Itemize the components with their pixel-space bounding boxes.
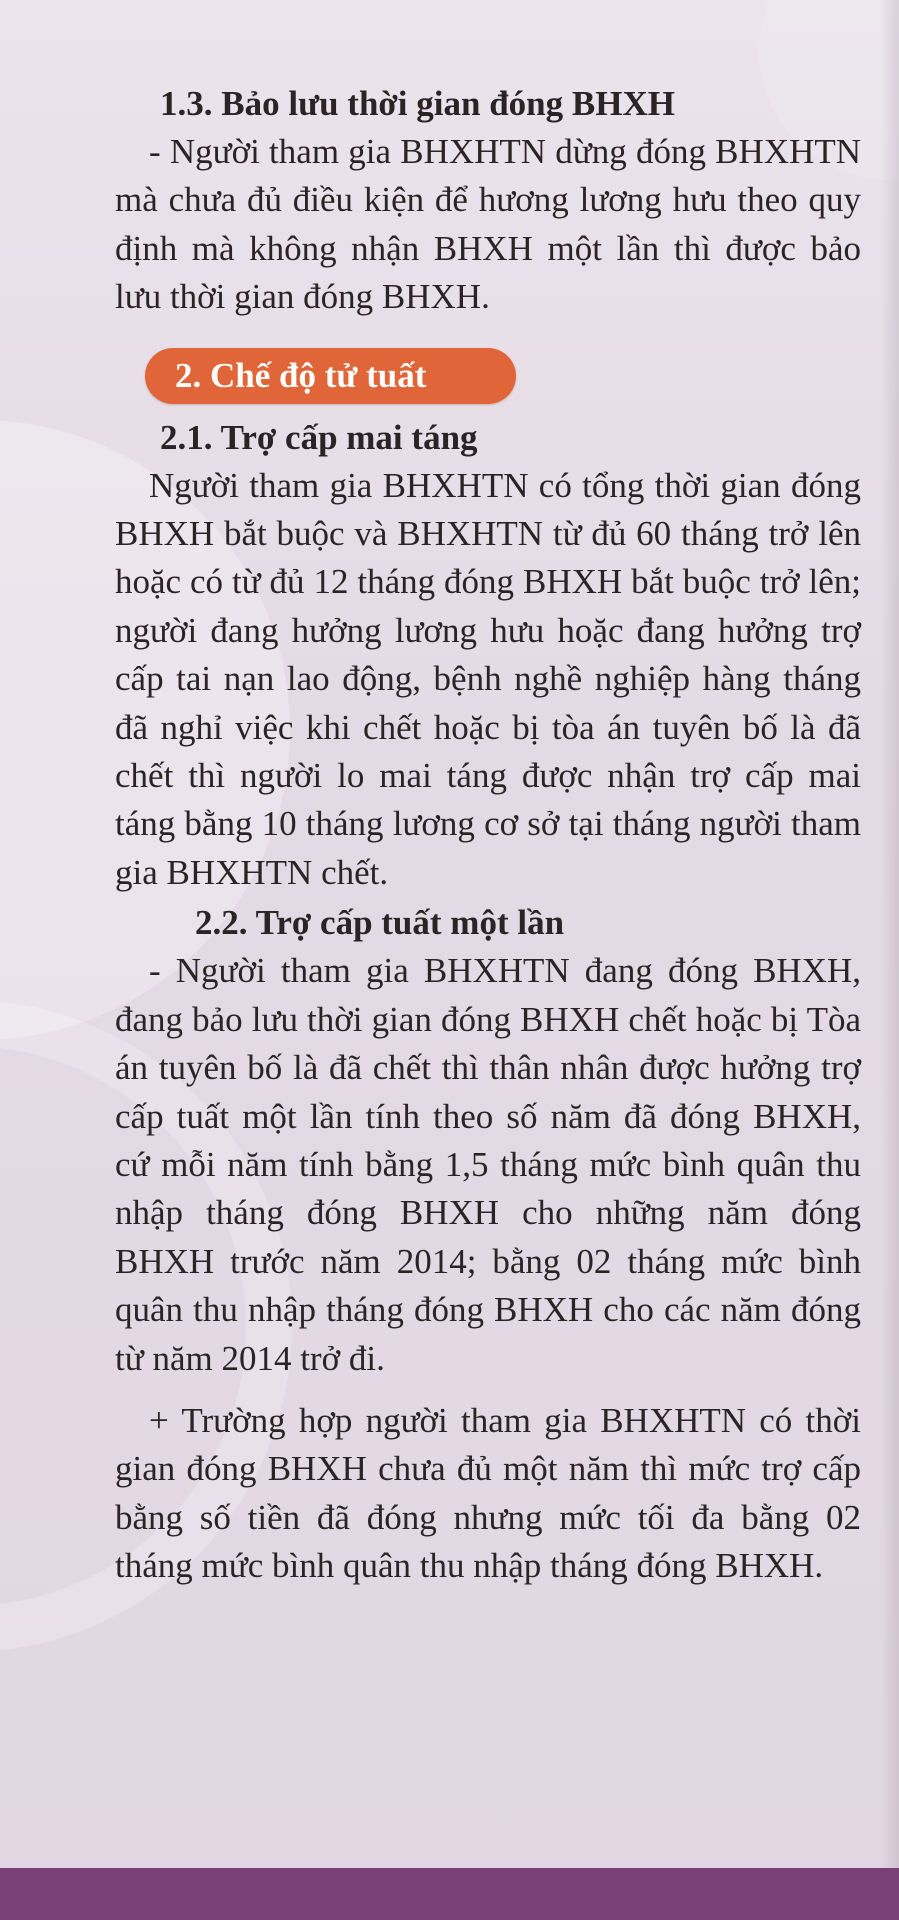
- page-edge-shadow: [881, 0, 899, 1920]
- bottom-color-band: [0, 1868, 899, 1920]
- paragraph-2-2-a: - Người tham gia BHXHTN đang đóng BHXH, đang bảo lưu thời gian đóng BHXH chết hoặc bị Tòa án tuyên bố là đã chết thì thân nhân được hưởng trợ cấp tuất một lần tính theo số năm đã đóng BHXH, cứ mỗi năm tính bằng 1,5 tháng mức bình quân thu nhập tháng đóng BHXH cho những năm đóng BHXH trước năm 2014; bằng 02 tháng mức bình quân thu nhập tháng đóng BHXH cho các năm đóng từ năm 2014 trở đi.: [115, 951, 861, 1378]
- heading-1-3: 1.3. Bảo lưu thời gian đóng BHXH: [160, 84, 675, 123]
- document-body: [115, 80, 861, 1591]
- heading-2-2: 2.2. Trợ cấp tuất một lần: [195, 903, 565, 943]
- paragraph-1-3: - Người tham gia BHXHTN dừng đóng BHXHTN mà chưa đủ điều kiện để hương lương hưu theo quy định mà không nhận BHXH một lần thì được bảo lưu thời gian đóng BHXH.: [115, 132, 861, 317]
- heading-2-1: 2.1. Trợ cấp mai táng: [160, 417, 478, 457]
- paragraph-2-1: Người tham gia BHXHTN có tổng thời gian đóng BHXH bắt buộc và BHXHTN từ đủ 60 tháng trở lên hoặc có từ đủ 12 tháng đóng BHXH bắt buộc trở lên; người đang hưởng lương hưu hoặc đang hưởng trợ cấp tai nạn lao động, bệnh nghề nghiệp hàng tháng đã nghỉ việc khi chết hoặc bị tòa án tuyên bố là đã chết thì người lo mai táng được nhận trợ cấp mai táng bằng 10 tháng lương cơ sở tại tháng người tham gia BHXHTN chết.: [115, 465, 861, 892]
- section-2-heading-pill: 2. Chế độ tử tuất: [145, 348, 516, 404]
- paragraph-2-2-b: + Trường hợp người tham gia BHXHTN có thời gian đóng BHXH chưa đủ một năm thì mức trợ cấp bằng số tiền đã đóng nhưng mức tối đa bằng 02 tháng mức bình quân thu nhập tháng đóng BHXH.: [115, 1400, 861, 1586]
